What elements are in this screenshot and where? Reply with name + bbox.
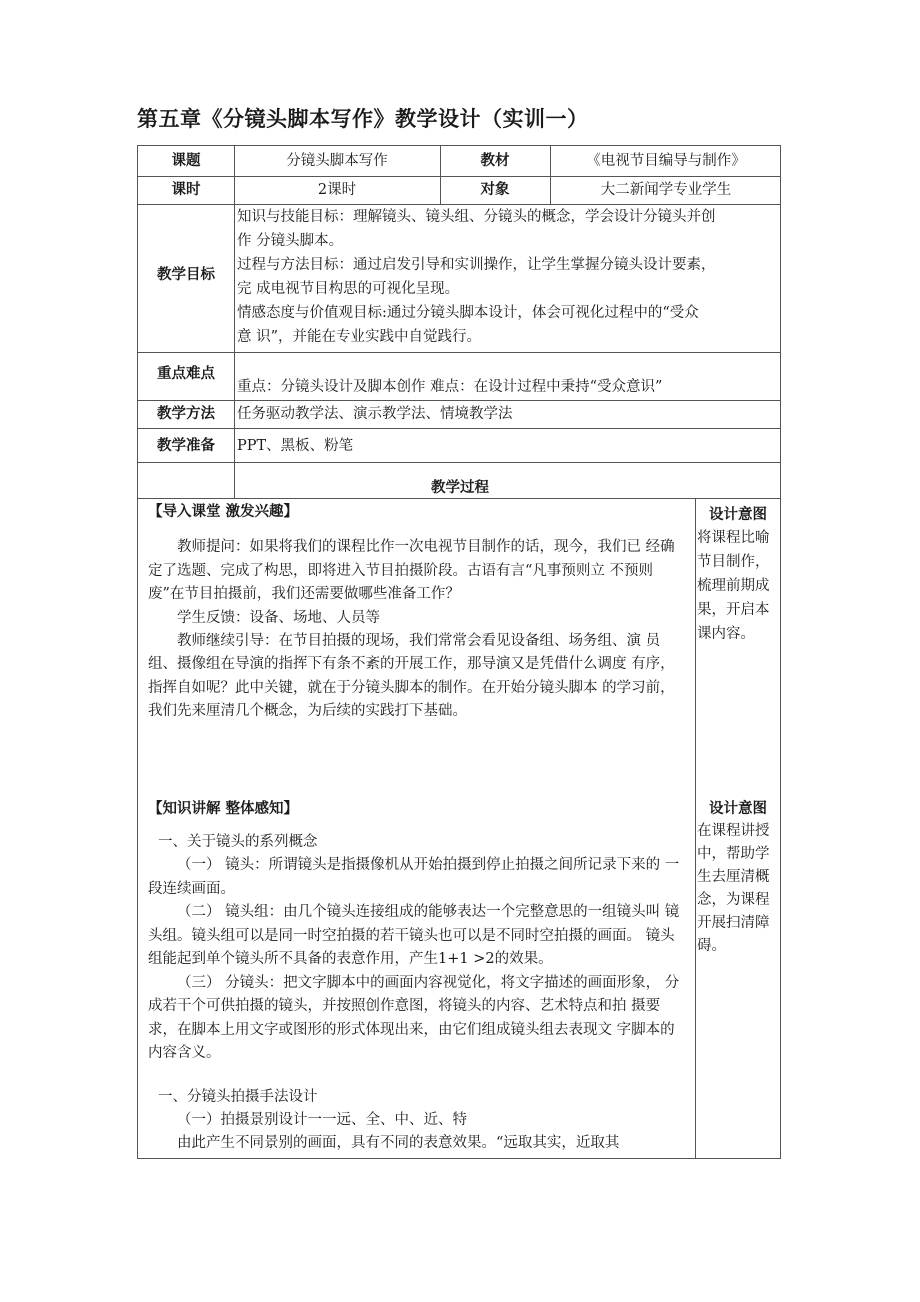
keypoints-label: 重点难点: [157, 366, 215, 382]
audience-value: 大二新闻学专业学生: [600, 182, 732, 198]
concept-item: （一） 镜头：所谓镜头是指摄像机从开始拍摄到停止拍摄之间所记录下来的 一段连续画面。: [148, 857, 680, 897]
lesson-plan-table: [137, 145, 781, 1159]
section1-paragraph: 学生反馈：设备、场地、人员等: [177, 609, 380, 626]
concept-item: （三） 分镜头：把文字脚本中的画面内容视觉化，将文字描述的画面形象， 分成若干个可供拍摄的镜头，并按照创作意图，将镜头的内容、艺术特点和拍 摄要求，在脚本上用文字或图形的形式体现出来，由它们组成镜头组去表现文 字脚本的内容含义。: [148, 974, 680, 1061]
objectives-text: [237, 205, 779, 349]
section2-design-intent: [695, 798, 781, 958]
section1-design-intent: [695, 504, 781, 646]
concept-item: （二） 镜头组：由几个镜头连接组成的能够表达一个完整意思的一组镜头叫 镜头组。镜头组可以是同一时空拍摄的若干镜头也可以是不同时空拍摄的画面。 镜头组能起到单个镜头所不具备的表意作用，产生1+1 >2的效果。: [148, 904, 680, 967]
section1-paragraph: 教师提问：如果将我们的课程比作一次电视节目制作的话，现今，我们已 经确定了选题、完成了构思，即将进入节目拍摄阶段。古语有言“凡事预则立 不预则废”在节目拍摄前，我们还需要做哪些准备工作？: [148, 539, 675, 602]
design-intent-text: 将课程比喻节目制作，梳理前期成果，开启本课内容。: [697, 530, 770, 642]
section2-content: [148, 798, 688, 1155]
objective-line: 作 分镜头脚本。: [237, 233, 344, 249]
prep-label: 教学准备: [157, 438, 215, 454]
methods-value: 任务驱动教学法、演示教学法、情境教学法: [237, 406, 513, 422]
objective-line: 完 成电视节目构思的可视化呈现。: [237, 281, 460, 297]
section1-paragraph: 教师继续引导：在节目拍摄的现场，我们常常会看见设备组、场务组、演 员组、摄像组在导演的指挥下有条不紊的开展工作，那导演又是凭借什么调度 有序，指挥自如呢？此中关键，就在于分镜头脚本的制作。在开始分镜头脚本 的学习前，我们先来厘清几个概念，为后续的实践打下基础。: [148, 632, 675, 719]
design-intent-heading: 设计意图: [709, 507, 767, 523]
document-title: 第五章《分镜头脚本写作》教学设计（实训一）: [137, 107, 589, 131]
audience-label: 对象: [480, 182, 510, 198]
objective-line: 知识与技能目标：理解镜头、镜头组、分镜头的概念，学会设计分镜头并创: [237, 209, 716, 225]
objectives-label: 教学目标: [157, 267, 215, 283]
topic-value: 分镜头脚本写作: [286, 153, 388, 169]
technique-heading: 一、分镜头拍摄手法设计: [158, 1088, 318, 1105]
concept-heading: 一、关于镜头的系列概念: [158, 834, 318, 850]
section2-heading: 【知识讲解 整体感知】: [148, 801, 299, 817]
design-intent-heading: 设计意图: [709, 801, 767, 817]
methods-label: 教学方法: [157, 406, 215, 422]
design-intent-text: 在课程讲授中，帮助学生去厘清概念，为课程开展扫清障碍。: [697, 823, 770, 954]
keypoints-value: 重点：分镜头设计及脚本创作 难点：在设计过程中秉持“受众意识”: [237, 379, 663, 395]
technique-item: （一）拍摄景别设计一一远、全、中、近、特: [177, 1111, 467, 1128]
prep-value: PPT、黑板、粉笔: [237, 438, 354, 454]
textbook-value: 《电视节目编导与制作》: [586, 153, 746, 169]
objective-line: 过程与方法目标：通过启发引导和实训操作，让学生掌握分镜头设计要素，: [237, 257, 716, 273]
objective-line: 情感态度与价值观目标:通过分镜头脚本设计，体会可视化过程中的“受众: [237, 305, 699, 321]
hours-label: 课时: [171, 182, 201, 198]
process-header: 教学过程: [431, 480, 489, 496]
cut-off-line: 由此产生不同景别的画面，具有不同的表意效果。“远取其实，近取其: [177, 1134, 620, 1151]
objective-line: 意 识”，并能在专业实践中自觉践行。: [237, 329, 482, 345]
hours-value: 2课时: [317, 182, 357, 198]
section1-content: [148, 501, 688, 724]
section1-heading: 【导入课堂 激发兴趣】: [148, 504, 299, 520]
topic-label: 课题: [171, 153, 201, 169]
textbook-label: 教材: [480, 153, 510, 169]
